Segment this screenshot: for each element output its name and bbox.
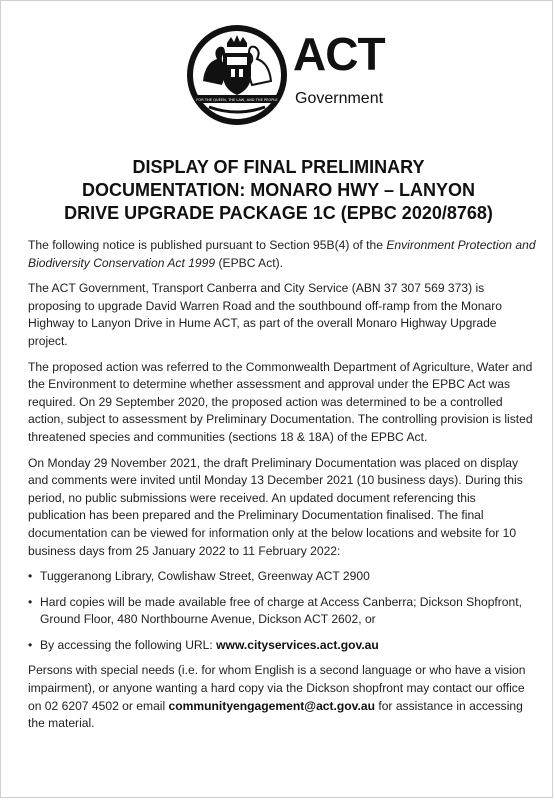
email-link[interactable]: communityengagement@act.gov.au [168, 698, 375, 713]
act-name: Environment Protection and Biodiversity Conservation Act 1999 [28, 238, 536, 270]
legal-basis-text: The following notice is published pursuant to Section 95B(4) of the [28, 238, 387, 252]
paragraph-display: On Monday 29 November 2021, the draft Preliminary Documentation was placed on display and comments were invited until Monday 13 December 2021 (10 business days). During this period, no public submissions were received. An updated document referencing this publication has been prepared and the Preliminary Documentation finalised. The final documentation can be viewed for information only at the below locations and website for 10 business days from 25 January 2022 to 11 February 2022: [28, 455, 523, 558]
logo-wordmark: ACT [293, 28, 385, 80]
title-line-2: DOCUMENTATION: MONARO HWY – LANYON [82, 180, 475, 200]
logo-subtitle: Government [295, 90, 384, 107]
notice-body [28, 237, 536, 741]
title-line-1: DISPLAY OF FINAL PRELIMINARY [132, 157, 425, 177]
notice-title [1, 156, 555, 225]
act-government-logo [181, 23, 391, 129]
list-item-library: • Tuggeranong Library, Cowlishaw Street, Greenway ACT 2900 [28, 568, 536, 586]
viewing-locations-list [28, 568, 536, 654]
legal-basis-suffix: (EPBC Act). [215, 255, 283, 270]
paragraph-special-needs [28, 662, 536, 732]
coat-of-arms-emblem [181, 23, 293, 129]
paragraph-referral: The proposed action was referred to the Commonwealth Department of Agriculture, Water and the Environment to determine whether assessment and approval under the EPBC Act was required. On 29 September 2020, the proposed action was determined to be a controlled action, subject to assessment by Preliminary Documentation. The controlling provision is listed threatened species and communities (sections 18 & 18A) of the EPBC Act. [28, 359, 533, 444]
title-line-3: DRIVE UPGRADE PACKAGE 1C (EPBC 2020/8768) [64, 203, 493, 223]
website-link[interactable]: www.cityservices.act.gov.au [216, 637, 379, 652]
special-needs-suffix: for assistance in accessing the material. [28, 698, 523, 731]
paragraph-proposal: The ACT Government, Transport Canberra and City Service (ABN 37 307 569 373) is proposing to upgrade David Warren Road and the southbound off-ramp from the Monaro Highway to Lanyon Drive in Hume ACT, as part of the overall Monaro Highway Upgrade project. [28, 281, 502, 348]
list-item-hard-copies: • Hard copies will be made available free of charge at Access Canberra; Dickson Shopfront, Ground Floor, 480 Northbourne Avenue, Dickson ACT 2602, or [28, 594, 536, 629]
url-intro: By accessing the following URL: [40, 637, 217, 652]
paragraph-legal-basis [28, 237, 536, 272]
special-needs-text: Persons with special needs (i.e. for whom English is a second language or who have a vision impairment), or anyone wanting a hard copy via the Dickson shopfront may contact our office on 02 6207 4502 or email [28, 663, 526, 713]
motto-text: FOR THE QUEEN, THE LAW, AND THE PEOPLE [196, 98, 278, 102]
list-item-url [28, 637, 536, 655]
